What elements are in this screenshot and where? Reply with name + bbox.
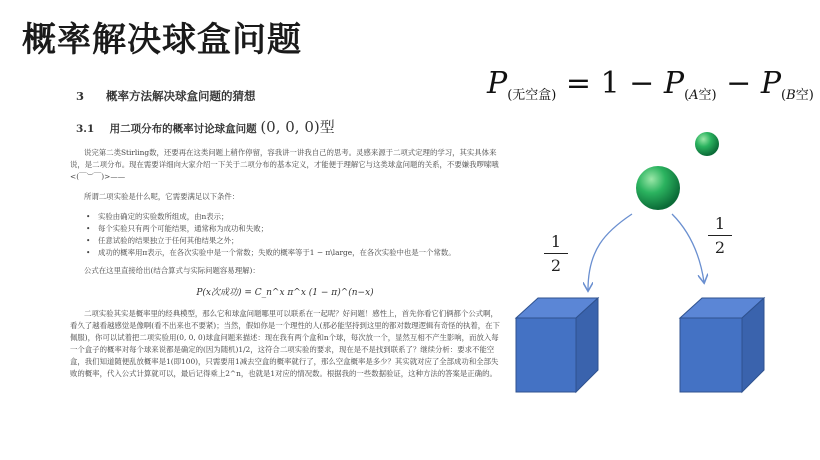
formula-equals: = 1 −	[565, 66, 655, 101]
subsection-title: 用二项分布的概率讨论球盒问题	[109, 123, 257, 135]
large-ball	[636, 166, 680, 210]
formula-term-b: P	[760, 66, 782, 101]
formula-lhs: P	[487, 66, 508, 101]
section-title: 概率方法解决球盒问题的猜想	[106, 89, 256, 103]
list-item: • 实验由确定的实验数所组成，由n表示；	[98, 211, 500, 223]
no-empty-box-formula	[487, 66, 814, 103]
section-number: 3	[76, 89, 85, 103]
paragraph-formula-intro: 公式在这里直接给出(结合算式与实际问题容易理解)：	[84, 266, 260, 275]
fraction-right	[708, 214, 732, 257]
list-item: • 成功的概率用π表示，在各次实验中是一个常数；失败的概率等于1 − π\large，在各次实验中也是一个常数。	[98, 247, 500, 259]
formula-term-a: P	[663, 66, 685, 101]
arrow-left	[588, 214, 632, 290]
slide-title: 概率解决球盒问题	[22, 20, 302, 60]
subsection-math: (0, 0, 0)型	[260, 118, 335, 136]
box-left	[516, 298, 598, 392]
binomial-formula: P(x次成功) = C_n^x π^x (1 − π)^(n−x)	[196, 288, 374, 298]
subsection-number: 3.1	[76, 123, 95, 135]
formula-term-a-subscript: (A空)	[684, 88, 717, 103]
paragraph-conditions: 所谓二项实验是什么呢，它需要满足以下条件：	[84, 192, 240, 201]
list-item: • 任意试验的结果独立于任何其他结果之外；	[98, 235, 500, 247]
conditions-list	[98, 211, 500, 259]
paragraph-intro: 说完第二类Stirling数，还要再在这类问题上稍作停留，容我讲一讲我自己的思考。灵感来源于二项式定理的学习，其实具体来说，是二项分布。现在需要详细向大家介绍一下关于二项分布的基本定义，才能便于理解它与这类球盒问题的关系，不要嫌我啰嗦哦<(￣︶￣)>——	[70, 148, 499, 181]
formula-term-b-subscript: (B空)	[781, 88, 814, 103]
formula-lhs-subscript: (无空盒)	[507, 88, 557, 103]
fraction-left	[544, 232, 568, 275]
document-excerpt	[70, 88, 500, 448]
fraction-right-numerator: 1	[708, 214, 732, 236]
subsection-heading	[76, 116, 500, 137]
arrow-right	[672, 214, 704, 282]
paragraph-analysis: 二项实验其实是概率里的经典模型，那么它和球盒问题哪里可以联系在一起呢？好问题！感性上，首先你看它们俩都个公式啊，看久了越看越感觉是像啊(看不出来也不要紧)；当然，假如你是一个理性的人(那必能坚持到这里的都对数理逻辑有奇怪的执着，在下佩服)，你可以试着把二项实验用(0, 0, 0)球盒问题来描述：现在我有两个盒和n个球，每次放一个，显然互相不产生影响，而放入每一个盒子的概率对每个球来说都是确定的(因为随机)1/2，这符合二项实验的要求，现在是不是找到联系了？继续分析：要求不能空盒，我们知道随便乱放概率是1(即100)，只需要用1减去空盒的概率就行了，那么空盒概率是多少？其实就对应了全部成功和全部失败的概率，代入公式计算就可以，最后记得乘上2^n，也就是1对应的情况数。根据我的一些数据验证，这种方法的答案是正确的。	[70, 309, 500, 378]
small-ball	[695, 132, 719, 156]
section-heading	[76, 88, 500, 104]
list-item: • 每个实验只有两个可能结果，通常称为成功和失败；	[98, 223, 500, 235]
fraction-right-denominator: 2	[714, 238, 726, 257]
fraction-left-numerator: 1	[544, 232, 568, 254]
formula-minus: −	[726, 66, 752, 101]
fraction-left-denominator: 2	[550, 256, 562, 275]
box-right	[680, 298, 764, 392]
